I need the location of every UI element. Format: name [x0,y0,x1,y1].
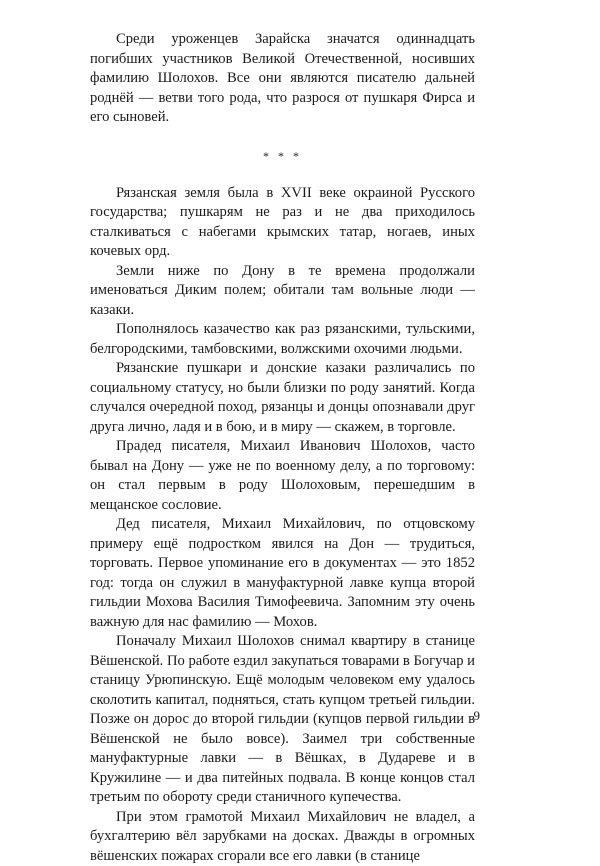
body-text [90,30,475,866]
paragraph-zaraysk-natives: Среди уроженцев Зарайска значатся одиннадцать погибших участников Великой Отечественной, носивших фамилию Шолохов. Все они являются писателю дальней роднёй — ветви того рода, что разрося от пушкаря Фирса и его сыновей. [90,30,475,128]
paragraph-bookkeeping: При этом грамотой Михаил Михайлович не владел, а бухгалтерию вёл зарубками на досках. Дважды в огромных вёшенских пожарах сгорали все его лавки (в станице [90,808,475,866]
paragraph-grandfather: Дед писателя, Михаил Михайлович, по отцовскому примеру ещё подростком явился на Дон — трудиться, торговать. Первое упоминание его в документах — это 1852 год: тогда он служил в мануфактурной лавке купца второй гильдии Мохова Василия Тимофеевича. Запомним эту очень важную для нас фамилию — Мохов. [90,515,475,632]
paragraph-gunners-and-cossacks: Рязанские пушкари и донские казаки различались по социальному статусу, но были близки по роду занятий. Когда случался очередной поход, рязанцы и донцы опознавали друг друга лично, ладя и в бою, и в миру — скажем, в торговле. [90,359,475,437]
page-number: 9 [460,708,480,724]
section-separator: * * * [90,148,475,164]
paragraph-veshenskaya: Поначалу Михаил Шолохов снимал квартиру в станице Вёшенской. По работе ездил закупаться товарами в Богучар и станицу Урюпинскую. Ещё молодым человеком ему удалось сколотить капитал, подняться, стать купцом третьей гильдии. Позже он дорос до второй гильдии (купцов первой гильдии в Вёшенской не было вовсе). Заимел три собственные мануфактурные лавки — в Вёшках, в Дудареве и в Кружилине — и два питейных подвала. В конце концов стал третьим по обороту среди станичного купечества. [90,632,475,808]
paragraph-ryazan-land: Рязанская земля была в XVII веке окраиной Русского государства; пушкарям не раз и не два приходилось сталкиваться с набегами крымских татар, ногаев, иных кочевых орд. [90,184,475,262]
paragraph-great-grandfather: Прадед писателя, Михаил Иванович Шолохов, часто бывал на Дону — уже не по военному делу, а по торговому: он стал первым в роду Шолоховым, перешедшим в мещанское сословие. [90,437,475,515]
paragraph-cossack-recruits: Пополнялось казачество как раз рязанскими, тульскими, белгородскими, тамбовскими, волжскими охочими людьми. [90,320,475,359]
paragraph-wild-field: Земли ниже по Дону в те времена продолжали именоваться Диким полем; обитали там вольные люди — казаки. [90,262,475,321]
